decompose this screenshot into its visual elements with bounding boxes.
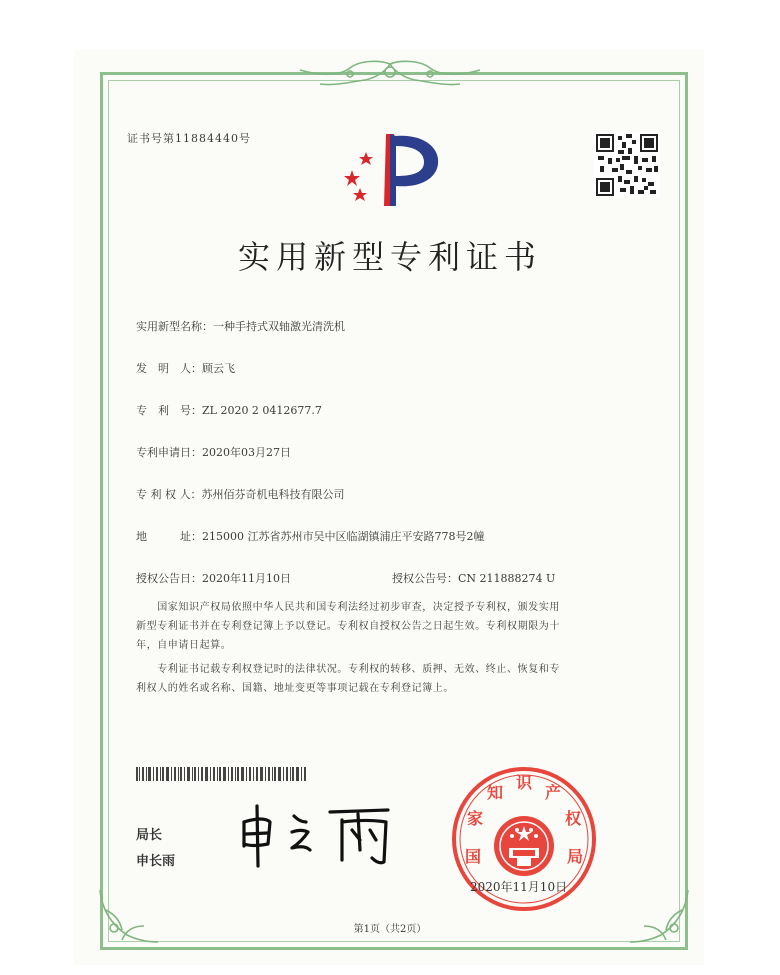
field-label: 专 利 号： bbox=[136, 404, 202, 417]
field-value: 215000 江苏省苏州市吴中区临湖镇浦庄平安路778号2幢 bbox=[202, 530, 485, 543]
director-signature bbox=[238, 800, 398, 870]
certificate-number: 证书号第11884440号 bbox=[127, 132, 251, 145]
barcode bbox=[136, 767, 306, 781]
svg-text:权: 权 bbox=[564, 809, 582, 828]
svg-text:国: 国 bbox=[464, 847, 482, 866]
field-value: 顾云飞 bbox=[202, 362, 235, 375]
svg-text:知: 知 bbox=[486, 783, 504, 802]
field-label: 授权公告日： bbox=[136, 572, 202, 585]
field-label: 专利申请日： bbox=[136, 446, 202, 459]
certificate-title: 实用新型专利证书 bbox=[237, 238, 542, 276]
field-label: 实用新型名称： bbox=[136, 320, 213, 333]
body-line: 国家知识产权局依照中华人民共和国专利法经过初步审查，决定授予专利权，颁发实用 bbox=[136, 602, 560, 613]
field-value: 2020年03月27日 bbox=[202, 446, 291, 459]
field-grant-number bbox=[392, 570, 555, 586]
body-paragraph-1 bbox=[136, 598, 654, 655]
svg-text:产: 产 bbox=[544, 783, 562, 802]
bottom-right-ornament bbox=[626, 880, 696, 950]
field-filing-date bbox=[136, 444, 291, 460]
seal-date: 2020年11月10日 bbox=[470, 880, 568, 894]
field-value: CN 211888274 U bbox=[458, 572, 556, 585]
field-value: 苏州佰芬奇机电科技有限公司 bbox=[201, 488, 345, 501]
field-utility-model-name bbox=[136, 318, 345, 334]
bottom-left-ornament bbox=[92, 880, 162, 950]
field-value: 一种手持式双轴激光清洗机 bbox=[213, 320, 345, 333]
field-label: 授权公告号： bbox=[392, 572, 458, 585]
svg-text:家: 家 bbox=[466, 809, 484, 828]
body-line: 利权人的姓名或名称、国籍、地址变更等事项记载在专利登记簿上。 bbox=[136, 683, 454, 694]
field-patent-number bbox=[136, 402, 322, 418]
field-label: 地 址： bbox=[136, 530, 202, 543]
qr-code bbox=[594, 132, 660, 198]
top-ornament bbox=[290, 58, 490, 92]
svg-text:识: 识 bbox=[515, 773, 533, 792]
field-value: ZL 2020 2 0412677.7 bbox=[202, 404, 322, 417]
page-number: 第1页（共2页） bbox=[353, 924, 427, 935]
body-line: 新型专利证书并在专利登记簿上予以登记。专利权自授权公告之日起生效。专利权期限为十 bbox=[136, 621, 560, 632]
field-grant-date bbox=[136, 570, 291, 586]
field-inventor bbox=[136, 360, 235, 376]
body-line: 年，自申请日起算。 bbox=[136, 640, 232, 651]
field-label: 发 明 人： bbox=[136, 362, 202, 375]
patent-office-logo bbox=[338, 130, 448, 210]
director-title: 局长 bbox=[136, 828, 163, 843]
field-label: 专 利 权 人： bbox=[136, 488, 202, 501]
field-patentee bbox=[136, 486, 345, 502]
svg-text:局: 局 bbox=[566, 847, 584, 866]
director-name: 申长雨 bbox=[136, 854, 176, 869]
field-value: 2020年11月10日 bbox=[202, 572, 291, 585]
field-address bbox=[136, 528, 484, 544]
body-paragraph-2 bbox=[136, 660, 654, 698]
body-line: 专利证书记载专利权登记时的法律状况。专利权的转移、质押、无效、终止、恢复和专 bbox=[136, 664, 560, 675]
